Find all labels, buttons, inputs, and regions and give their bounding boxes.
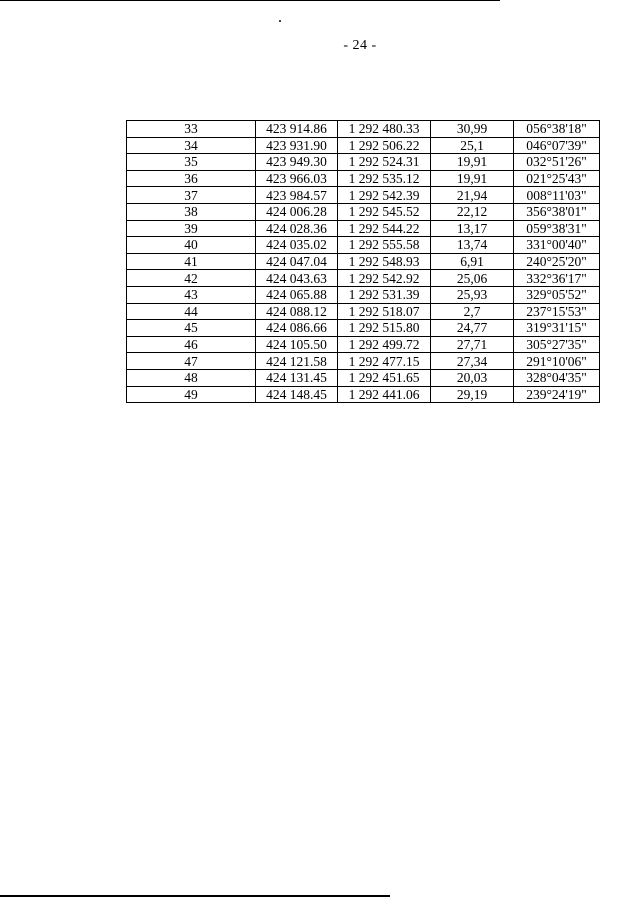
y-coordinate-cell: 1 292 542.39 bbox=[338, 187, 431, 204]
x-coordinate-cell: 424 006.28 bbox=[256, 203, 338, 220]
direction-angle-cell: 240°25'20" bbox=[514, 253, 600, 270]
point-number-cell: 33 bbox=[127, 121, 256, 138]
direction-angle-cell: 021°25'43" bbox=[514, 170, 600, 187]
y-coordinate-cell: 1 292 548.93 bbox=[338, 253, 431, 270]
x-coordinate-cell: 423 931.90 bbox=[256, 137, 338, 154]
direction-angle-cell: 356°38'01" bbox=[514, 203, 600, 220]
x-coordinate-cell: 424 065.88 bbox=[256, 286, 338, 303]
table-row bbox=[127, 203, 600, 220]
y-coordinate-cell: 1 292 545.52 bbox=[338, 203, 431, 220]
x-coordinate-cell: 424 028.36 bbox=[256, 220, 338, 237]
x-coordinate-cell: 424 035.02 bbox=[256, 237, 338, 254]
segment-length-cell: 22,12 bbox=[431, 203, 514, 220]
scan-bottom-edge bbox=[0, 895, 390, 897]
point-number-cell: 37 bbox=[127, 187, 256, 204]
x-coordinate-cell: 424 105.50 bbox=[256, 336, 338, 353]
segment-length-cell: 19,91 bbox=[431, 154, 514, 171]
segment-length-cell: 30,99 bbox=[431, 121, 514, 138]
point-number-cell: 41 bbox=[127, 253, 256, 270]
y-coordinate-cell: 1 292 531.39 bbox=[338, 286, 431, 303]
segment-length-cell: 19,91 bbox=[431, 170, 514, 187]
y-coordinate-cell: 1 292 535.12 bbox=[338, 170, 431, 187]
segment-length-cell: 25,06 bbox=[431, 270, 514, 287]
x-coordinate-cell: 423 966.03 bbox=[256, 170, 338, 187]
y-coordinate-cell: 1 292 555.58 bbox=[338, 237, 431, 254]
segment-length-cell: 25,93 bbox=[431, 286, 514, 303]
segment-length-cell: 13,74 bbox=[431, 237, 514, 254]
direction-angle-cell: 008°11'03" bbox=[514, 187, 600, 204]
direction-angle-cell: 291°10'06" bbox=[514, 353, 600, 370]
page-number: - 24 - bbox=[343, 38, 377, 53]
table-row bbox=[127, 353, 600, 370]
point-number-cell: 49 bbox=[127, 386, 256, 403]
direction-angle-cell: 328°04'35" bbox=[514, 369, 600, 386]
table-row bbox=[127, 187, 600, 204]
y-coordinate-cell: 1 292 544.22 bbox=[338, 220, 431, 237]
segment-length-cell: 24,77 bbox=[431, 320, 514, 337]
direction-angle-cell: 305°27'35" bbox=[514, 336, 600, 353]
point-number-cell: 44 bbox=[127, 303, 256, 320]
segment-length-cell: 27,71 bbox=[431, 336, 514, 353]
table-row bbox=[127, 386, 600, 403]
table-row bbox=[127, 253, 600, 270]
direction-angle-cell: 331°00'40" bbox=[514, 237, 600, 254]
y-coordinate-cell: 1 292 451.65 bbox=[338, 369, 431, 386]
point-number-cell: 47 bbox=[127, 353, 256, 370]
direction-angle-cell: 046°07'39" bbox=[514, 137, 600, 154]
table-row bbox=[127, 237, 600, 254]
table-row bbox=[127, 286, 600, 303]
y-coordinate-cell: 1 292 506.22 bbox=[338, 137, 431, 154]
direction-angle-cell: 332°36'17" bbox=[514, 270, 600, 287]
segment-length-cell: 2,7 bbox=[431, 303, 514, 320]
point-number-cell: 45 bbox=[127, 320, 256, 337]
y-coordinate-cell: 1 292 518.07 bbox=[338, 303, 431, 320]
point-number-cell: 42 bbox=[127, 270, 256, 287]
point-number-cell: 39 bbox=[127, 220, 256, 237]
segment-length-cell: 20,03 bbox=[431, 369, 514, 386]
x-coordinate-cell: 424 086.66 bbox=[256, 320, 338, 337]
x-coordinate-cell: 423 949.30 bbox=[256, 154, 338, 171]
direction-angle-cell: 056°38'18" bbox=[514, 121, 600, 138]
x-coordinate-cell: 424 121.58 bbox=[256, 353, 338, 370]
direction-angle-cell: 059°38'31" bbox=[514, 220, 600, 237]
x-coordinate-cell: 423 984.57 bbox=[256, 187, 338, 204]
table-row bbox=[127, 220, 600, 237]
point-number-cell: 43 bbox=[127, 286, 256, 303]
table-row bbox=[127, 303, 600, 320]
x-coordinate-cell: 424 047.04 bbox=[256, 253, 338, 270]
y-coordinate-cell: 1 292 480.33 bbox=[338, 121, 431, 138]
table-row bbox=[127, 320, 600, 337]
x-coordinate-cell: 423 914.86 bbox=[256, 121, 338, 138]
table-row bbox=[127, 121, 600, 138]
y-coordinate-cell: 1 292 524.31 bbox=[338, 154, 431, 171]
y-coordinate-cell: 1 292 477.15 bbox=[338, 353, 431, 370]
x-coordinate-cell: 424 088.12 bbox=[256, 303, 338, 320]
y-coordinate-cell: 1 292 542.92 bbox=[338, 270, 431, 287]
point-number-cell: 34 bbox=[127, 137, 256, 154]
direction-angle-cell: 032°51'26" bbox=[514, 154, 600, 171]
point-number-cell: 36 bbox=[127, 170, 256, 187]
table-row bbox=[127, 369, 600, 386]
table-row bbox=[127, 137, 600, 154]
point-number-cell: 40 bbox=[127, 237, 256, 254]
x-coordinate-cell: 424 043.63 bbox=[256, 270, 338, 287]
direction-angle-cell: 237°15'53" bbox=[514, 303, 600, 320]
segment-length-cell: 6,91 bbox=[431, 253, 514, 270]
segment-length-cell: 21,94 bbox=[431, 187, 514, 204]
table-row bbox=[127, 270, 600, 287]
x-coordinate-cell: 424 131.45 bbox=[256, 369, 338, 386]
segment-length-cell: 25,1 bbox=[431, 137, 514, 154]
segment-length-cell: 27,34 bbox=[431, 353, 514, 370]
y-coordinate-cell: 1 292 515.80 bbox=[338, 320, 431, 337]
direction-angle-cell: 239°24'19" bbox=[514, 386, 600, 403]
direction-angle-cell: 329°05'52" bbox=[514, 286, 600, 303]
coordinates-table bbox=[126, 120, 600, 403]
point-number-cell: 38 bbox=[127, 203, 256, 220]
segment-length-cell: 13,17 bbox=[431, 220, 514, 237]
x-coordinate-cell: 424 148.45 bbox=[256, 386, 338, 403]
table-row bbox=[127, 336, 600, 353]
coordinates-table-body bbox=[127, 121, 600, 403]
point-number-cell: 48 bbox=[127, 369, 256, 386]
direction-angle-cell: 319°31'15" bbox=[514, 320, 600, 337]
point-number-cell: 35 bbox=[127, 154, 256, 171]
point-number-cell: 46 bbox=[127, 336, 256, 353]
scan-speck bbox=[279, 20, 281, 22]
y-coordinate-cell: 1 292 499.72 bbox=[338, 336, 431, 353]
segment-length-cell: 29,19 bbox=[431, 386, 514, 403]
table-row bbox=[127, 154, 600, 171]
y-coordinate-cell: 1 292 441.06 bbox=[338, 386, 431, 403]
table-row bbox=[127, 170, 600, 187]
scan-top-edge bbox=[0, 0, 500, 1]
